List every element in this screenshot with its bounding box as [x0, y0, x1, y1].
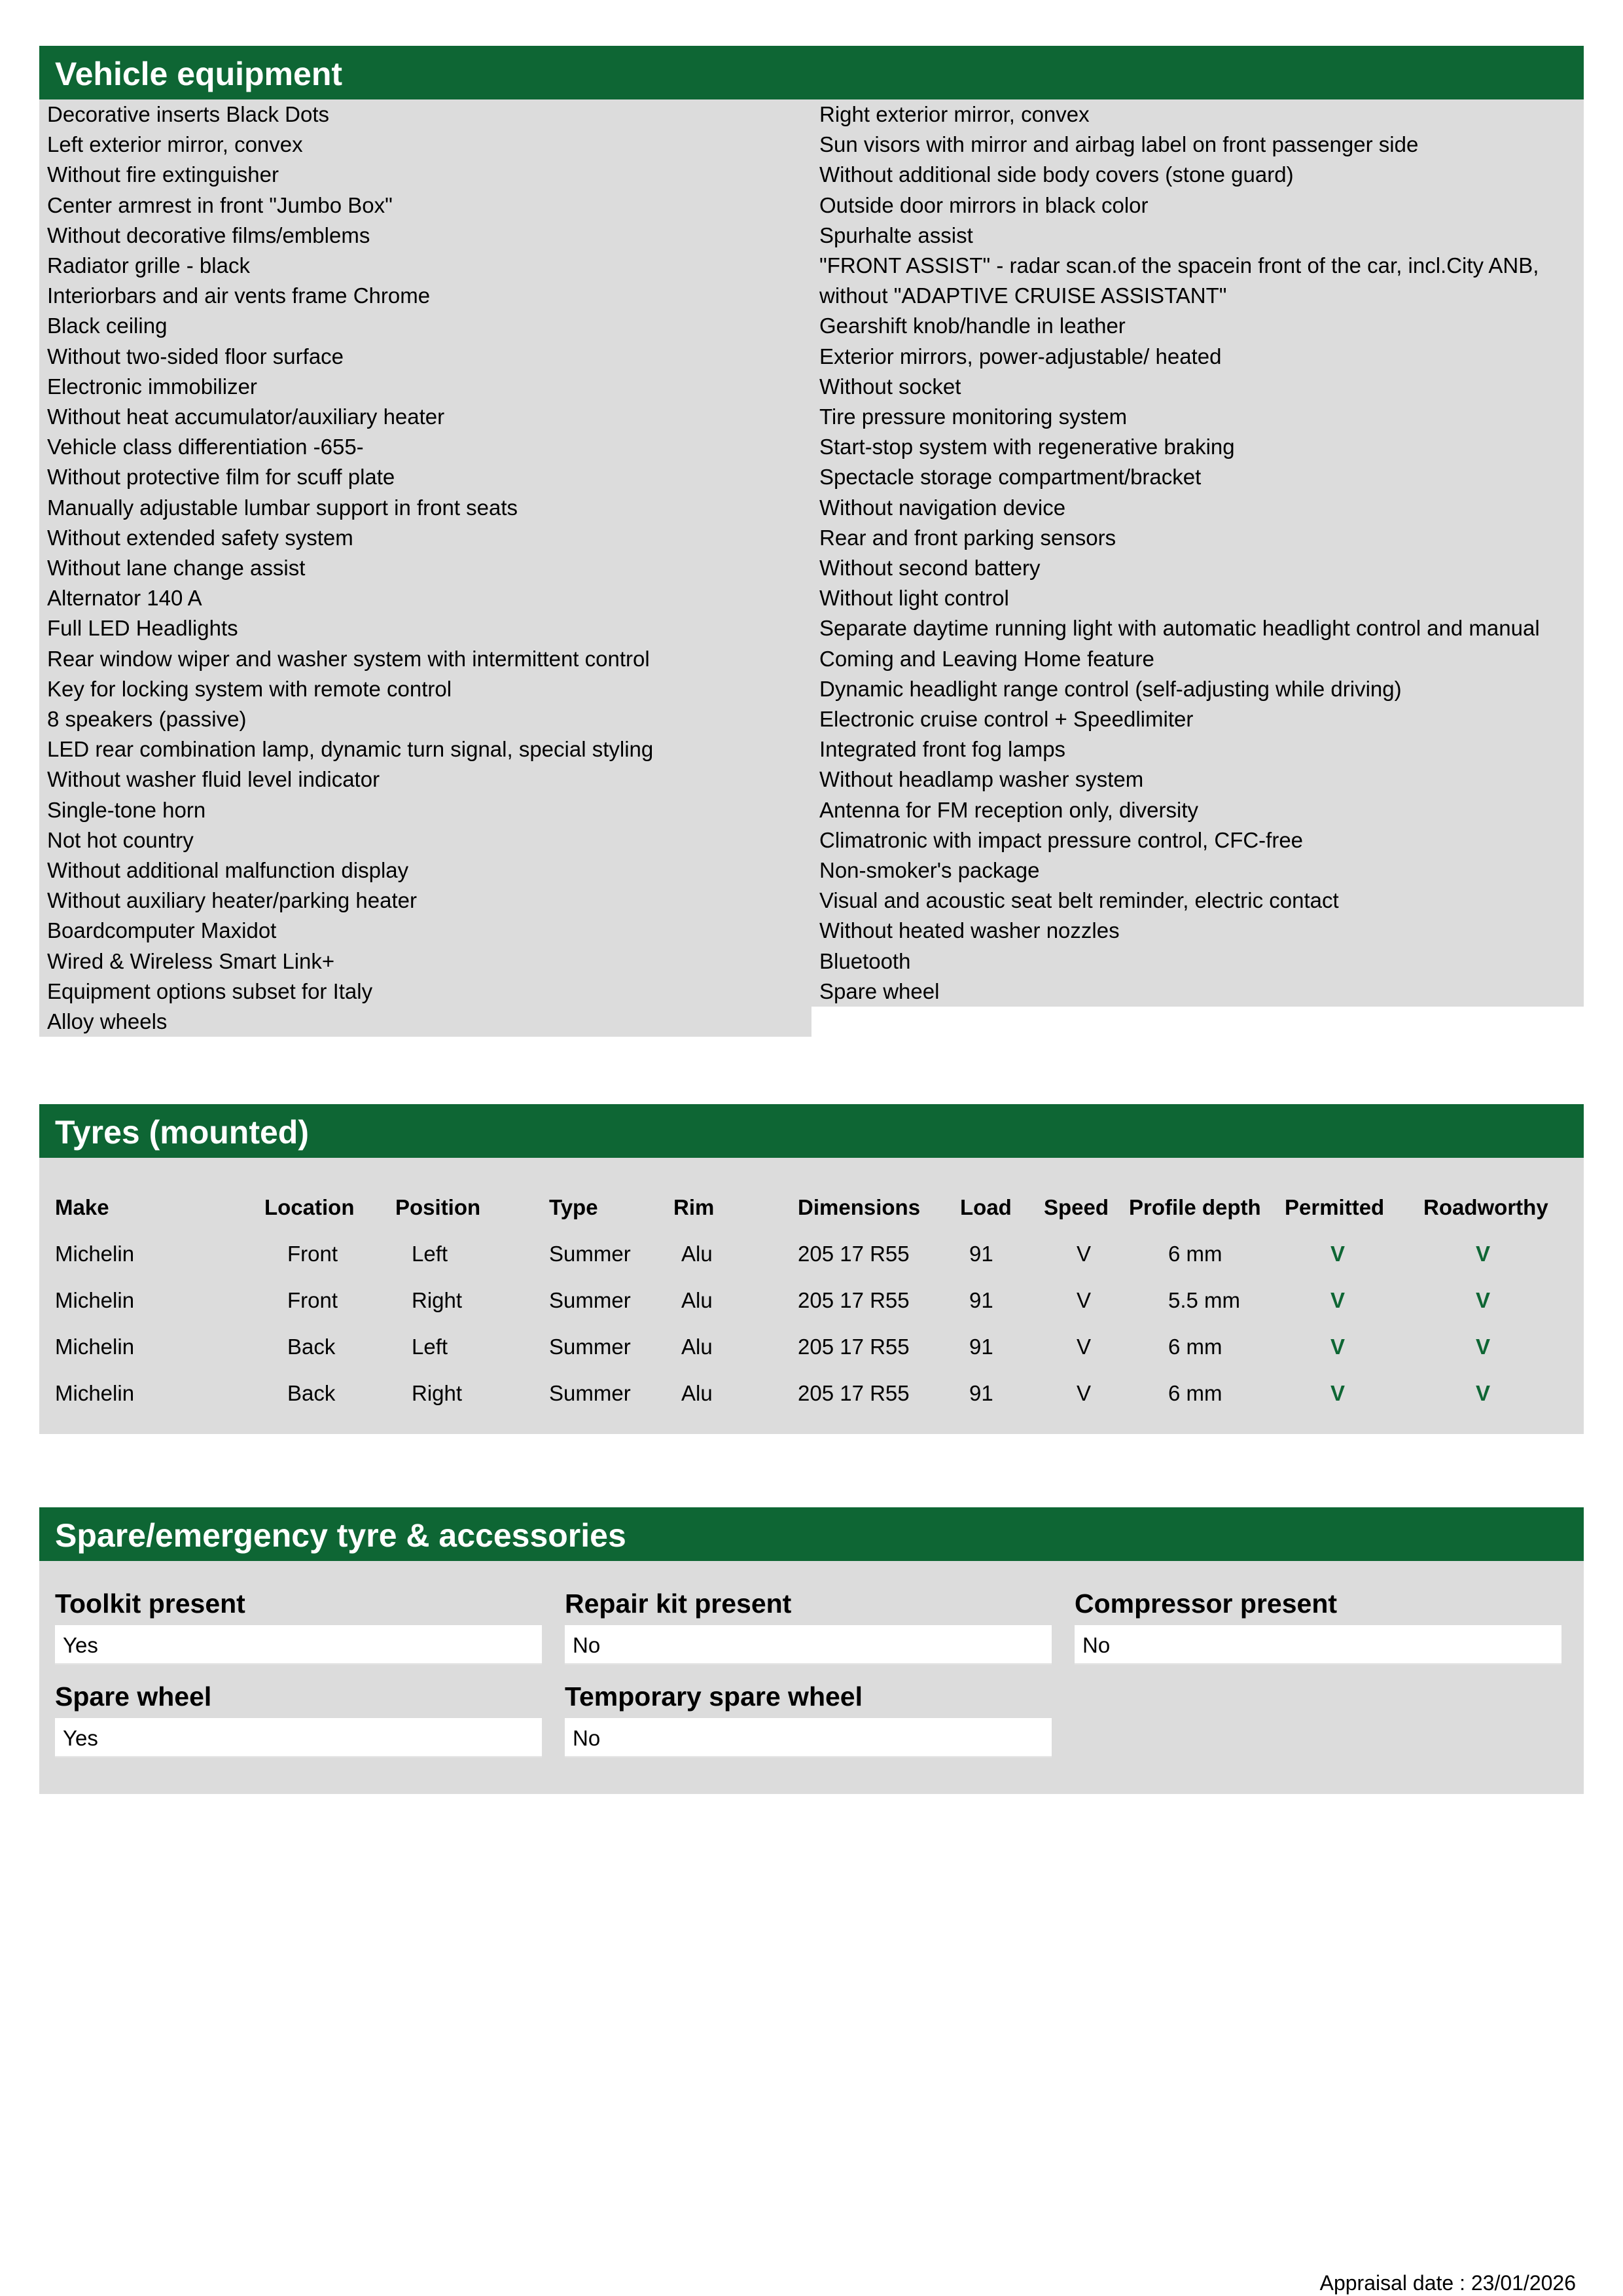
list-item: Without socket	[819, 374, 961, 399]
list-item: Outside door mirrors in black color	[819, 192, 1149, 217]
list-item: 8 speakers (passive)	[47, 707, 247, 732]
column-header: Permitted	[1285, 1194, 1385, 1219]
type-cell: Summer	[549, 1287, 631, 1312]
list-item: Equipment options subset for Italy	[47, 978, 373, 1003]
list-item: Right exterior mirror, convex	[819, 102, 1090, 126]
compressor-present-field	[1075, 1587, 1561, 1664]
column-header: Location	[264, 1194, 355, 1219]
permitted-check-icon: V	[1330, 1241, 1346, 1266]
list-item: Without heat accumulator/auxiliary heater	[47, 404, 445, 429]
roadworthy-check-icon: V	[1476, 1334, 1491, 1359]
location-cell: Back	[287, 1334, 336, 1359]
dimensions-cell: 205 17 R55	[798, 1334, 910, 1359]
list-item: Start-stop system with regenerative braking	[819, 435, 1235, 459]
list-item: Without auxiliary heater/parking heater	[47, 888, 417, 913]
list-item: LED rear combination lamp, dynamic turn signal, special styling	[47, 737, 654, 762]
roadworthy-check-icon: V	[1476, 1287, 1491, 1312]
list-item: Alloy wheels	[47, 1009, 168, 1034]
speed-cell: V	[1077, 1287, 1092, 1312]
list-item: Center armrest in front "Jumbo Box"	[47, 192, 393, 217]
list-item: Rear and front parking sensors	[819, 525, 1116, 550]
list-item: Integrated front fog lamps	[819, 737, 1066, 762]
field-label: Compressor present	[1075, 1588, 1338, 1619]
list-item: Left exterior mirror, convex	[47, 132, 303, 157]
list-item: Without additional malfunction display	[47, 858, 409, 883]
type-cell: Summer	[549, 1334, 631, 1359]
rim-cell: Alu	[681, 1287, 713, 1312]
dimensions-cell: 205 17 R55	[798, 1380, 910, 1405]
appraisal-date: Appraisal date : 23/01/2026	[1319, 2271, 1576, 2295]
list-item: Without second battery	[819, 556, 1041, 581]
field-value: No	[565, 1625, 1052, 1664]
load-cell: 91	[969, 1241, 993, 1266]
make-cell: Michelin	[55, 1334, 135, 1359]
field-value: Yes	[55, 1625, 542, 1664]
list-item: Decorative inserts Black Dots	[47, 102, 329, 126]
position-cell: Right	[412, 1287, 463, 1312]
list-item: Non-smoker's package	[819, 858, 1040, 883]
field-label: Temporary spare wheel	[565, 1681, 863, 1712]
list-item: Coming and Leaving Home feature	[819, 646, 1154, 671]
location-cell: Back	[287, 1380, 336, 1405]
dimensions-cell: 205 17 R55	[798, 1241, 910, 1266]
list-item: Radiator grille - black	[47, 253, 250, 278]
field-value: No	[565, 1718, 1052, 1757]
equipment-list-right	[812, 99, 1584, 1007]
list-item: Alternator 140 A	[47, 586, 202, 611]
list-item: Spurhalte assist	[819, 223, 973, 247]
list-item: Dynamic headlight range control (self-adjusting while driving)	[819, 676, 1402, 701]
make-cell: Michelin	[55, 1241, 135, 1266]
toolkit-present-field	[55, 1587, 542, 1664]
section-title: Spare/emergency tyre & accessories	[39, 1507, 1584, 1561]
list-item: Interiorbars and air vents frame Chrome	[47, 283, 431, 308]
list-item: Tire pressure monitoring system	[819, 404, 1128, 429]
list-item: Antenna for FM reception only, diversity	[819, 797, 1198, 822]
make-cell: Michelin	[55, 1287, 135, 1312]
list-item: Manually adjustable lumbar support in front seats	[47, 495, 518, 520]
list-item: "FRONT ASSIST" - radar scan.of the spacein front of the car, incl.City ANB, without "ADAPTIVE CRUISE ASSISTANT"	[819, 253, 1539, 308]
field-value: Yes	[55, 1718, 542, 1757]
list-item: Electronic immobilizer	[47, 374, 257, 399]
list-item: Without decorative films/emblems	[47, 223, 370, 247]
roadworthy-check-icon: V	[1476, 1241, 1491, 1266]
dimensions-cell: 205 17 R55	[798, 1287, 910, 1312]
list-item: Climatronic with impact pressure control, CFC-free	[819, 827, 1304, 852]
speed-cell: V	[1077, 1241, 1092, 1266]
list-item: Without extended safety system	[47, 525, 353, 550]
list-item: Spare wheel	[819, 978, 940, 1003]
location-cell: Front	[287, 1241, 338, 1266]
permitted-check-icon: V	[1330, 1334, 1346, 1359]
rim-cell: Alu	[681, 1334, 713, 1359]
list-item: Exterior mirrors, power-adjustable/ heated	[819, 344, 1222, 368]
list-item: Without light control	[819, 586, 1009, 611]
column-header: Profile depth	[1129, 1194, 1261, 1219]
field-label: Repair kit present	[565, 1588, 792, 1619]
column-header: Make	[55, 1194, 109, 1219]
list-item: Vehicle class differentiation -655-	[47, 435, 364, 459]
list-item: Visual and acoustic seat belt reminder, electric contact	[819, 888, 1339, 913]
rim-cell: Alu	[681, 1380, 713, 1405]
spare-accessories-section	[39, 1507, 1584, 1794]
table-header-row	[55, 1184, 1554, 1230]
field-value: No	[1075, 1625, 1561, 1664]
list-item: Wired & Wireless Smart Link+	[47, 948, 335, 973]
profile-depth-cell: 6 mm	[1168, 1380, 1222, 1405]
column-header: Roadworthy	[1423, 1194, 1548, 1219]
roadworthy-check-icon: V	[1476, 1380, 1491, 1405]
rim-cell: Alu	[681, 1241, 713, 1266]
temporary-spare-wheel-field	[565, 1680, 1052, 1757]
column-header: Dimensions	[798, 1194, 921, 1219]
list-item: Without navigation device	[819, 495, 1066, 520]
speed-cell: V	[1077, 1380, 1092, 1405]
section-title: Tyres (mounted)	[39, 1104, 1584, 1158]
list-item: Black ceiling	[47, 314, 168, 338]
list-item: Without washer fluid level indicator	[47, 767, 380, 792]
list-item: Spectacle storage compartment/bracket	[819, 465, 1202, 490]
speed-cell: V	[1077, 1334, 1092, 1359]
column-header: Load	[960, 1194, 1012, 1219]
list-item: Boardcomputer Maxidot	[47, 918, 277, 943]
position-cell: Left	[412, 1241, 448, 1266]
type-cell: Summer	[549, 1241, 631, 1266]
load-cell: 91	[969, 1287, 993, 1312]
section-title: Vehicle equipment	[39, 46, 1584, 99]
field-label: Spare wheel	[55, 1681, 212, 1712]
profile-depth-cell: 5.5 mm	[1168, 1287, 1241, 1312]
column-header: Position	[395, 1194, 481, 1219]
list-item: Without fire extinguisher	[47, 162, 279, 187]
list-item: Key for locking system with remote control	[47, 676, 452, 701]
column-header: Speed	[1044, 1194, 1109, 1219]
table-row	[55, 1323, 1554, 1370]
load-cell: 91	[969, 1334, 993, 1359]
list-item: Without protective film for scuff plate	[47, 465, 395, 490]
list-item: Gearshift knob/handle in leather	[819, 314, 1126, 338]
list-item: Without two-sided floor surface	[47, 344, 344, 368]
type-cell: Summer	[549, 1380, 631, 1405]
vehicle-equipment-section	[39, 46, 1584, 1036]
field-label: Toolkit present	[55, 1588, 245, 1619]
position-cell: Right	[412, 1380, 463, 1405]
tyres-section	[39, 1104, 1584, 1434]
list-item: Not hot country	[47, 827, 194, 852]
profile-depth-cell: 6 mm	[1168, 1334, 1222, 1359]
location-cell: Front	[287, 1287, 338, 1312]
permitted-check-icon: V	[1330, 1287, 1346, 1312]
list-item: Separate daytime running light with automatic headlight control and manual	[819, 616, 1540, 641]
make-cell: Michelin	[55, 1380, 135, 1405]
position-cell: Left	[412, 1334, 448, 1359]
list-item: Rear window wiper and washer system with intermittent control	[47, 646, 650, 671]
load-cell: 91	[969, 1380, 993, 1405]
repair-kit-present-field	[565, 1587, 1052, 1664]
list-item: Without headlamp washer system	[819, 767, 1144, 792]
equipment-list-left	[39, 99, 812, 1037]
profile-depth-cell: 6 mm	[1168, 1241, 1222, 1266]
spare-wheel-field	[55, 1680, 542, 1757]
permitted-check-icon: V	[1330, 1380, 1346, 1405]
list-item: Electronic cruise control + Speedlimiter	[819, 707, 1194, 732]
list-item: Without additional side body covers (stone guard)	[819, 162, 1294, 187]
list-item: Full LED Headlights	[47, 616, 238, 641]
tyres-table	[55, 1184, 1554, 1416]
list-item: Without heated washer nozzles	[819, 918, 1120, 943]
list-item: Single-tone horn	[47, 797, 206, 822]
table-row	[55, 1230, 1554, 1277]
list-item: Bluetooth	[819, 948, 911, 973]
list-item: Sun visors with mirror and airbag label on front passenger side	[819, 132, 1419, 157]
list-item: Without lane change assist	[47, 556, 306, 581]
column-header: Rim	[673, 1194, 715, 1219]
table-row	[55, 1277, 1554, 1323]
column-header: Type	[549, 1194, 598, 1219]
table-row	[55, 1370, 1554, 1416]
